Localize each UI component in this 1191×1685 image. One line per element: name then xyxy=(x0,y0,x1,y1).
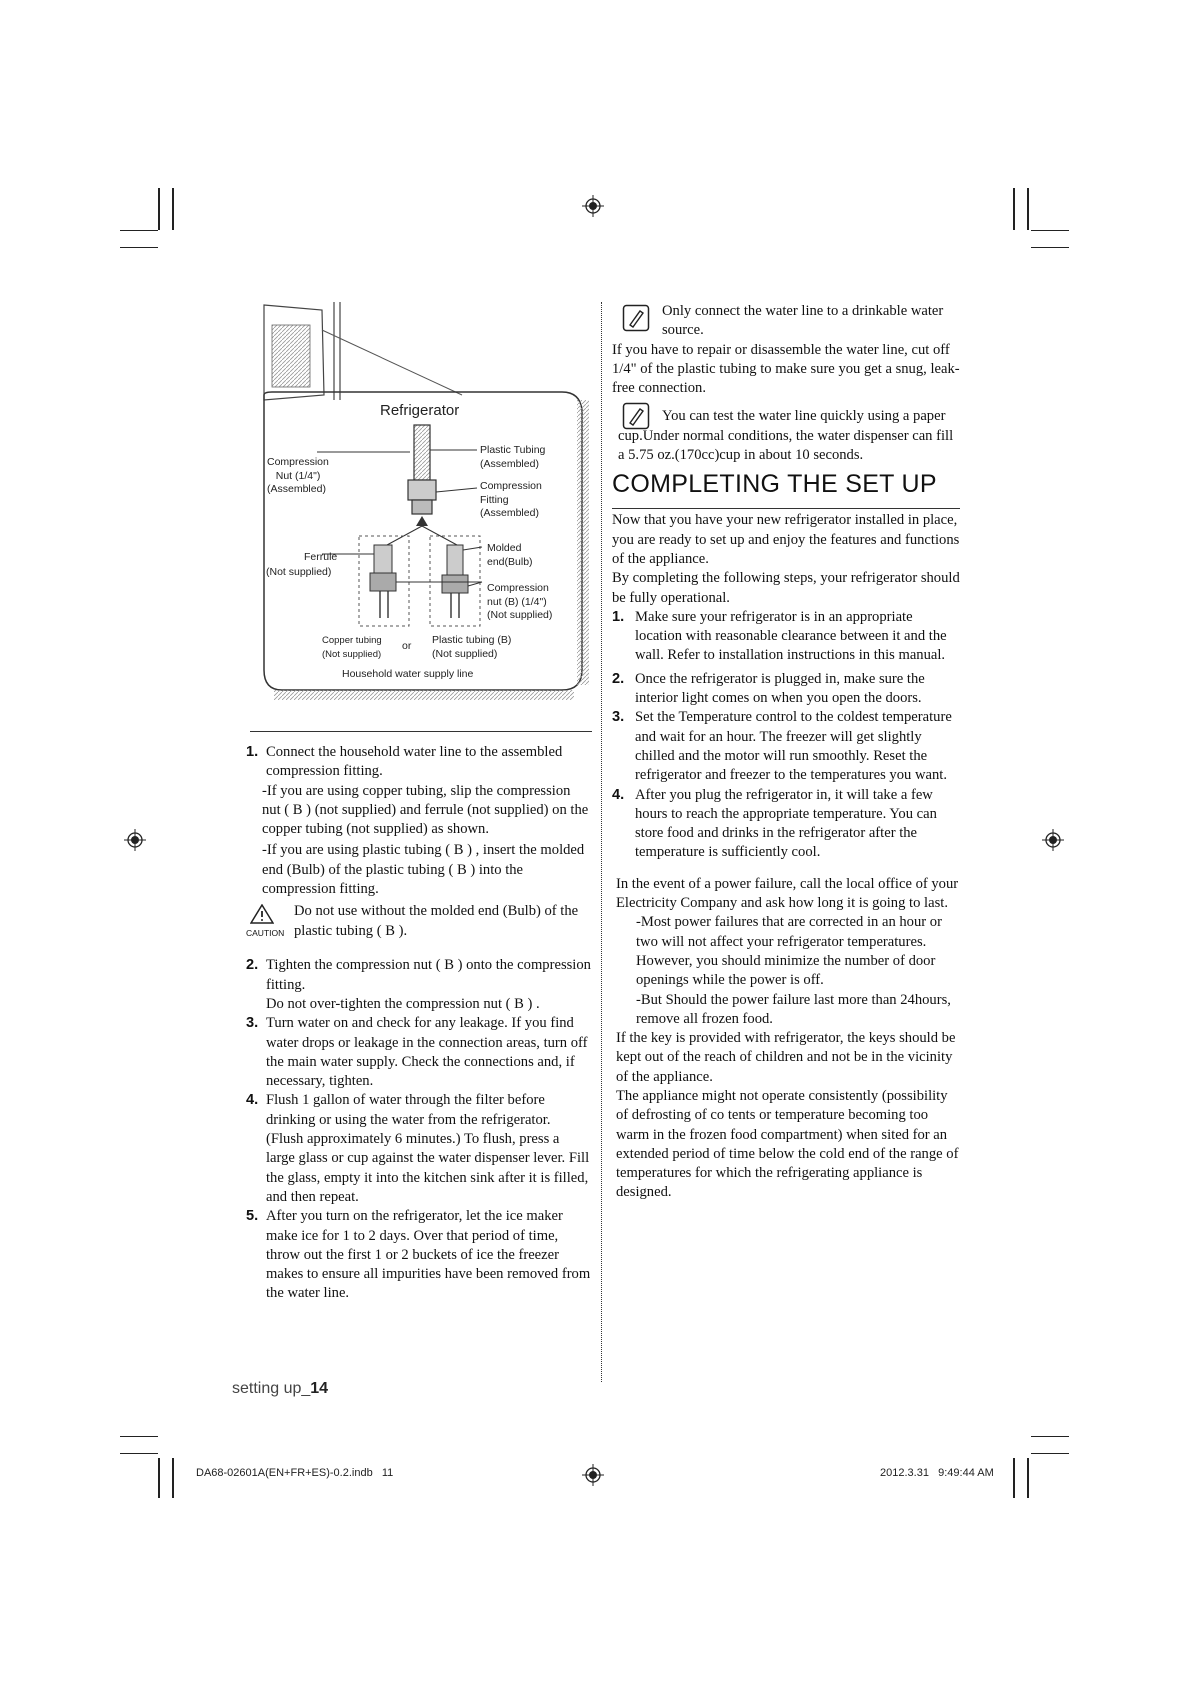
step-4 xyxy=(246,1091,591,1207)
step-text: Once the refrigerator is plugged in, make sure the interior light comes on when you open the doors. xyxy=(635,670,925,707)
step-subnote: -If you are using copper tubing, slip the compression nut ( B ) (not supplied) and ferrule (not supplied) on the copper tubing (not supplied) as shown. xyxy=(262,782,589,838)
step-text: Turn water on and check for any leakage. If you find water drops or leakage in the connection areas, turn off the main water supply. Check the connections and, if necessary, tighten. xyxy=(266,1015,588,1090)
step-2 xyxy=(246,956,591,1014)
step-number: 2. xyxy=(246,957,259,974)
setup-step-4 xyxy=(612,786,962,863)
step-text: Tighten the compression nut ( B ) onto the compression fitting. Do not over-tighten the compression nut ( B ) . xyxy=(266,957,591,1012)
step-subnote: -If you are using plastic tubing ( B ) , insert the molded end (Bulb) of the plastic tubing ( B ) into the compression fitting. xyxy=(262,842,585,898)
paragraph: If you have to repair or disassemble the water line, cut off 1/4" of the plastic tubing to make sure you get a snug, leak-free connection. xyxy=(612,341,960,397)
paragraph: -Most power failures that are corrected in an hour or two will not affect your refrigerator temperatures. However, you should minimize the number of door openings while the power is off. xyxy=(636,914,942,989)
section-label: setting up_ xyxy=(232,1380,311,1397)
water-line-diagram xyxy=(262,300,592,700)
step-text: Make sure your refrigerator is in an appropriate location with reasonable clearance between it and the wall. Refer to installation instructions in this manual. xyxy=(635,608,947,664)
step-number: 1. xyxy=(246,744,259,760)
step-1 xyxy=(246,743,591,782)
paragraph: By completing the following steps, your refrigerator should be fully operational. xyxy=(612,570,960,606)
step-text: Flush 1 gallon of water through the filter before drinking or using the water from the refrigerator. (Flush approximately 6 minutes.) To flush, press a large glass or cup against the water dispenser lever. Fill the glass, empty it into the kitchen sink after it is filled, and then repeat. xyxy=(266,1092,590,1205)
label-compression-nut: Compression Nut (1/4") (Assembled) xyxy=(267,456,329,495)
caution-text: Do not use without the molded end (Bulb) of the plastic tubing ( B ). xyxy=(294,903,579,939)
paragraph: The appliance might not operate consistently (possibility of defrosting of co tents or temperature becoming too warm in the frozen food compartment) when sited for an extended period of time below the cold end of the range of temperatures for which the refrigerating appliance is designed. xyxy=(616,1087,959,1201)
column-divider xyxy=(601,302,602,1382)
divider xyxy=(250,731,592,732)
step-number: 3. xyxy=(246,1015,259,1032)
print-timestamp: 2012.3.31 9:49:44 AM xyxy=(880,1467,994,1479)
step-number: 3. xyxy=(612,709,625,726)
label-plastic-tubing-b: Plastic tubing (B) (Not supplied) xyxy=(432,634,512,660)
paragraph: -But Should the power failure last more than 24hours, remove all frozen food. xyxy=(636,991,951,1027)
registration-mark-icon xyxy=(1042,829,1064,851)
caution-note xyxy=(246,902,591,942)
step-number: 1. xyxy=(612,608,625,625)
diagram-title: Refrigerator xyxy=(380,402,460,419)
step-number: 2. xyxy=(612,670,625,687)
label-or: or xyxy=(402,640,412,652)
step-text: After you turn on the refrigerator, let the ice maker make ice for 1 to 2 days. Over that period of time, throw out the first 1 or 2 buckets of ice the freezer makes to ensure all impurities have been removed from the water line. xyxy=(266,1208,591,1302)
label-copper-tubing: Copper tubing (Not supplied) xyxy=(322,635,382,660)
caution-icon xyxy=(250,904,274,924)
paragraph: Now that you have your new refrigerator installed in place, you are ready to set up and enjoy the features and functions of the appliance. xyxy=(612,512,960,567)
caution-label: CAUTION xyxy=(246,928,285,939)
setup-step-1 xyxy=(612,608,962,666)
label-compression-nut-b: Compression nut (B) (1/4") (Not supplied) xyxy=(487,582,553,621)
diagram-illustration xyxy=(262,300,592,700)
setup-step-2 xyxy=(612,670,962,709)
right-column xyxy=(612,302,962,1203)
paragraph: In the event of a power failure, call the local office of your Electricity Company and ask how long it is going to last. xyxy=(616,875,959,912)
step-number: 4. xyxy=(612,786,625,803)
section-heading: COMPLETING THE SET UP xyxy=(612,470,937,499)
note-2 xyxy=(612,402,962,465)
note-text: You can test the water line quickly using a paper cup.Under normal conditions, the water dispenser can fill a 5.75 oz.(170cc)cup in about 10 seconds. xyxy=(618,408,954,464)
section-heading-wrap xyxy=(612,470,962,511)
step-5 xyxy=(246,1207,591,1303)
registration-mark-icon xyxy=(582,1464,604,1486)
note-icon xyxy=(622,402,650,430)
left-column xyxy=(246,743,591,1304)
page-footer xyxy=(232,1380,328,1398)
file-name: DA68-02601A(EN+FR+ES)-0.2.indb 11 xyxy=(196,1467,394,1479)
note-1 xyxy=(612,302,962,341)
step-number: 5. xyxy=(246,1208,259,1225)
note-text: Only connect the water line to a drinkable water source. xyxy=(662,303,944,339)
step-text: Set the Temperature control to the coldest temperature and wait for an hour. The freezer will get slightly chilled and the motor will run smoothly. Reset the refrigerator and freezer to the temperatures you want. xyxy=(635,709,952,784)
label-ferrule: Ferrule xyxy=(304,551,338,563)
heading-rule xyxy=(612,508,960,509)
paragraph: If the key is provided with refrigerator, the keys should be kept out of the reach of children and not be in the vicinity of the appliance. xyxy=(616,1030,956,1085)
page-number: 14 xyxy=(310,1380,329,1397)
steps-2 xyxy=(246,956,591,1303)
step-text: After you plug the refrigerator in, it will take a few hours to reach the appropriate temperature. You can store food and drinks in the refrigerator after the temperature is sufficiently cool. xyxy=(635,786,937,861)
note-icon xyxy=(622,304,650,332)
registration-mark-icon xyxy=(124,829,146,851)
registration-mark-icon xyxy=(582,195,604,217)
step-number: 4. xyxy=(246,1092,259,1109)
label-compression-fitting: Compression Fitting (Assembled) xyxy=(480,480,542,519)
label-plastic-tubing: Plastic Tubing (Assembled) xyxy=(480,444,546,470)
step-text: Connect the household water line to the assembled compression fitting. xyxy=(266,744,563,780)
label-ferrule-note: (Not supplied) xyxy=(266,566,332,578)
label-household-line: Household water supply line xyxy=(342,668,474,680)
label-molded-end: Molded end(Bulb) xyxy=(487,542,533,568)
step-3 xyxy=(246,1014,591,1091)
setup-step-3 xyxy=(612,708,962,785)
